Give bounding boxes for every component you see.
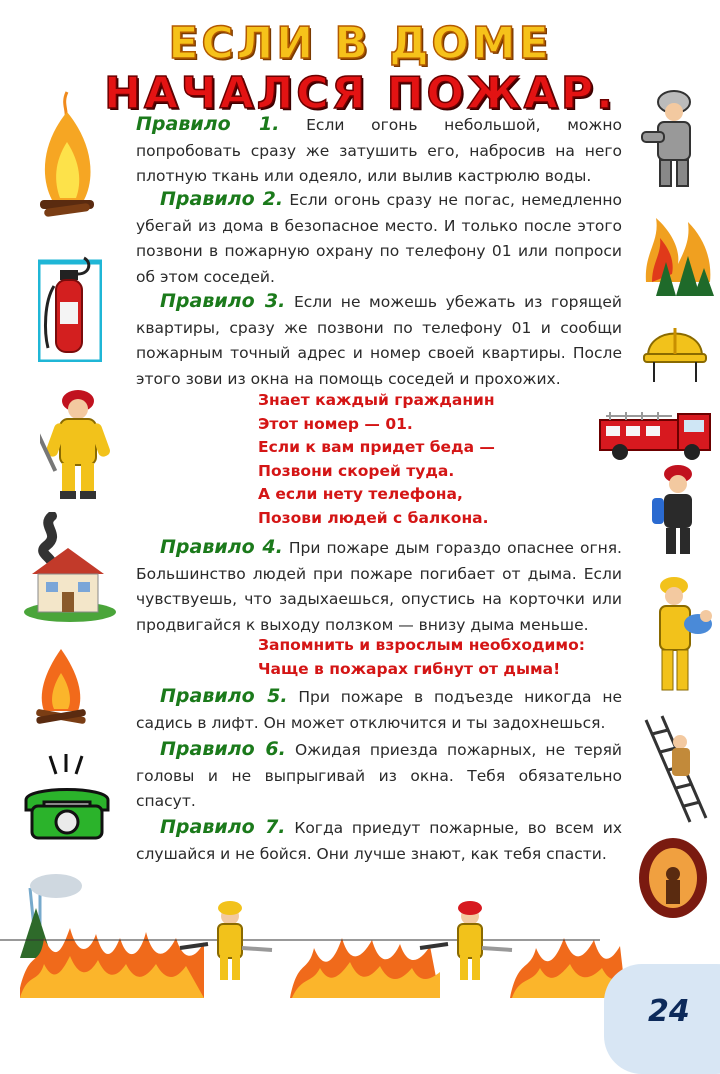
rule-2-text: Если огонь сразу не погас, немедленно убегай из дома в безопасное место. И только после этого позвони в пожарную охрану по телефону 01 или попроси об этом соседей. (136, 191, 623, 286)
flame-icon (34, 645, 88, 729)
phone-icon (18, 752, 116, 844)
forest-fire-icon (640, 212, 716, 298)
rule-1 (136, 112, 622, 190)
rule-5-text: При пожаре в подъезде никогда не садись в лифт. Он может отключится и ты задохнешься. (136, 688, 622, 732)
rule-4 (136, 535, 622, 638)
page-number: 24 (648, 994, 690, 1029)
rule-6-text: Ожидая приезда пожарных, не теряй головы и не выпрыгивай из окна. Тебя обязательно спасут. (136, 741, 622, 810)
poem-01-line: Этот номер — 01. (258, 414, 413, 433)
rule-7-head: Правило 7. (160, 816, 286, 838)
firefighter-icon (40, 385, 116, 501)
poem-01-line: Если к вам придет беда — (258, 438, 495, 456)
rule-5 (136, 684, 622, 736)
firefighter-helmet-icon (634, 88, 706, 194)
rule-6 (136, 737, 622, 815)
rule-4-text: При пожаре дым гораздо опаснее огня. Большинство людей при пожаре погибает от дыма. Если чувствуешь, что задыхаешься, опустись на корточки или продвигайся к выходу ползком — внизу дыма меньше. (136, 539, 622, 634)
rule-3-text: Если не можешь убежать из горящей квартиры, сразу же позвони по телефону 01 и сообщи пожарным точный адрес и номер своей квартиры. После этого зови из окна на помощь соседей и прохожих. (136, 293, 622, 388)
rule-6-head: Правило 6. (160, 738, 286, 760)
rule-5-head: Правило 5. (160, 685, 288, 707)
fire-helmet-icon (640, 312, 710, 388)
firefighter-rescue-icon (644, 572, 716, 700)
fire-extinguisher-icon (38, 252, 102, 362)
burning-house-icon (22, 512, 118, 622)
poem-smoke-line: Запомнить и взрослым необходимо: (258, 636, 585, 654)
poem-01-line: Знает каждый гражданин (258, 391, 495, 409)
rule-2-head: Правило 2. (160, 188, 284, 210)
poem-01-line: А если нету телефона, (258, 485, 463, 503)
poem-smoke-line: Чаще в пожарах гибнут от дыма! (258, 659, 561, 678)
rule-1-text: Если огонь небольшой, можно попробовать сразу же затушить его, набросив на него плотную ткань или одеяло, или вылив кастрюлю воды. (136, 116, 622, 185)
campfire-icon (32, 82, 102, 222)
rule-7-text: Когда приедут пожарные, во всем их слушайся и не бойся. Они лучше знают, как тебя спасти. (136, 819, 622, 863)
firefighter-mask-icon (648, 462, 704, 560)
fire-truck-icon (596, 404, 716, 462)
rule-7 (136, 815, 622, 867)
title-line-2: НАЧАЛСЯ ПОЖАР. (104, 68, 616, 119)
poem-01 (258, 389, 538, 530)
firefighter-ladder-icon (640, 712, 710, 824)
rule-3-head: Правило 3. (160, 290, 286, 312)
rule-3 (136, 289, 622, 392)
rule-1-head: Правило 1. (136, 113, 280, 135)
title-line-1: ЕСЛИ В ДОМЕ (168, 18, 552, 69)
rule-2 (136, 187, 622, 290)
poem-01-line: Позвони скорей туда. (258, 461, 455, 480)
poem-smoke (258, 634, 598, 681)
rule-4-head: Правило 4. (160, 536, 283, 558)
poem-01-line: Позови людей с балкона. (258, 508, 489, 527)
